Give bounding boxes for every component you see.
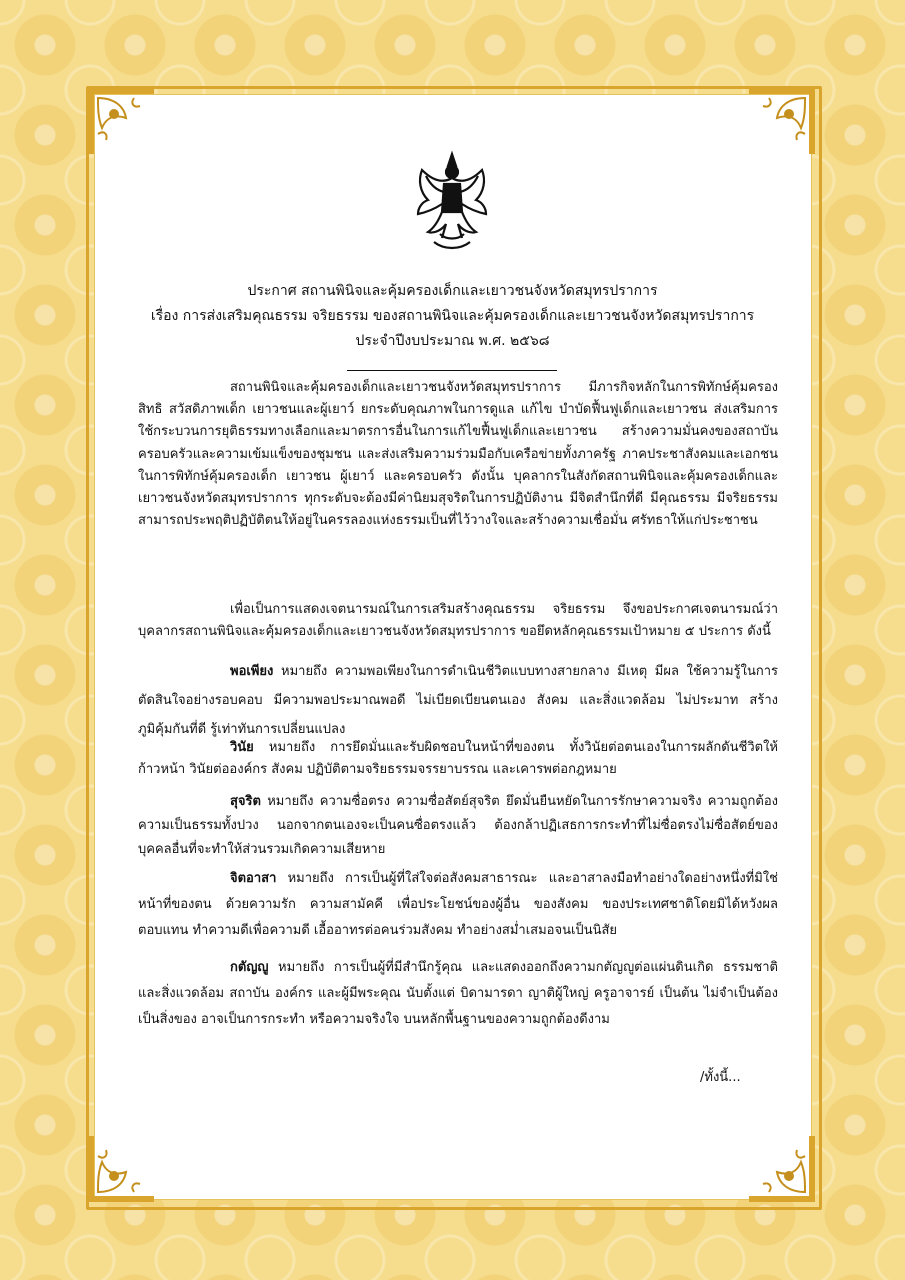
virtue-gratitude [138,955,778,1033]
corner-ornament-icon [745,1132,819,1206]
corner-ornament-icon [745,84,819,158]
virtue-volunteer-spirit [138,866,778,944]
virtue-term: พอเพียง [230,664,274,679]
corner-ornament-icon [84,84,158,158]
garuda-emblem-icon [412,150,492,254]
virtue-integrity [138,790,778,862]
corner-ornament-icon [84,1132,158,1206]
virtue-definition: หมายถึง ความซื่อตรง ความซื่อสัตย์สุจริต ยึดมั่นยืนหยัดในการรักษาความจริง ความถูกต้อง ความเป็นธรรมทั้งปวง นอกจากตนเองจะเป็นคนซื่อตรงแล้ว ต้องกล้าปฏิเสธการกระทำที่ไม่ซื่อตรงไม่ซื่อสัตย์ของบุคคลอื่นที่จะทำให้ส่วนรวมเกิดความเสียหาย [138,794,778,857]
virtue-definition: หมายถึง การเป็นผู้ที่ใส่ใจต่อสังคมสาธารณะ และอาสาลงมือทำอย่างใดอย่างหนึ่งที่มิใช่หน้าที่ของตน ด้วยความรัก ความสามัคคี เพื่อประโยชน์ของผู้อื่น ของสังคม ของประเทศชาติโดยมิได้หวังผลตอบแทน ทำความดีเพื่อความดี เอื้ออาทรต่อคนร่วมสังคม ทำอย่างสม่ำเสมอจนเป็นนิสัย [138,871,778,938]
virtue-term: กตัญญู [230,960,269,975]
announcement-title: ประกาศ สถานพินิจและคุ้มครองเด็กและเยาวชนจังหวัดสมุทรปราการ [247,283,658,299]
virtue-definition: หมายถึง การยึดมั่นและรับผิดชอบในหน้าที่ของตน ทั้งวินัยต่อตนเองในการผลักดันชีวิตให้ก้าวหน้า วินัยต่อองค์กร สังคม ปฏิบัติตามจริยธรรมจรรยาบรรณ และเคารพต่อกฎหมาย [138,740,778,778]
virtue-term: วินัย [230,740,254,755]
divider [347,370,557,371]
virtue-definition: หมายถึง การเป็นผู้ที่มีสำนึกรู้คุณ และแสดงออกถึงความกตัญญูต่อแผ่นดินเกิด ธรรมชาติ และสิ่งแวดล้อม สถาบัน องค์กร และผู้มีพระคุณ นับตั้งแต่ บิดามารดา ญาติผู้ใหญ่ ครูอาจารย์ เป็นต้น ไม่จำเป็นต้องเป็นสิ่งของ อาจเป็นการกระทำ หรือความจริงใจ บนหลักพื้นฐานของความถูกต้องดีงาม [138,960,778,1027]
announcement-subject: เรื่อง การส่งเสริมคุณธรรม จริยธรรม ของสถานพินิจและคุ้มครองเด็กและเยาวชนจังหวัดสมุทรปราการ [150,308,755,324]
virtue-term: สุจริต [230,794,261,809]
continuation-marker: /ทั้งนี้... [700,1070,741,1085]
virtue-sufficiency [138,657,778,744]
document-paper [94,94,812,1200]
virtue-definition: หมายถึง ความพอเพียงในการดำเนินชีวิตแบบทางสายกลาง มีเหตุ มีผล ใช้ความรู้ในการตัดสินใจอย่างรอบคอบ มีความพอประมาณพอดี ไม่เบียดเบียนตนเอง สังคม และสิ่งแวดล้อม ไม่ประมาท สร้างภูมิคุ้มกันที่ดี รู้เท่าทันการเปลี่ยนแปลง [138,664,778,737]
intent-paragraph: เพื่อเป็นการแสดงเจตนารมณ์ในการเสริมสร้างคุณธรรม จริยธรรม จึงขอประกาศเจตนารมณ์ว่าบุคลากรสถานพินิจและคุ้มครองเด็กและเยาวชนจังหวัดสมุทรปราการ ขอยึดหลักคุณธรรมเป้าหมาย ๕ ประการ ดังนี้ [138,602,778,640]
intro-paragraph: สถานพินิจและคุ้มครองเด็กและเยาวชนจังหวัดสมุทรปราการ มีภารกิจหลักในการพิทักษ์คุ้มครองสิทธิ สวัสดิภาพเด็ก เยาวชนและผู้เยาว์ ยกระดับคุณภาพในการดูแล แก้ไข บำบัดฟื้นฟูเด็กและเยาวชน ส่งเสริมการใช้กระบวนการยุติธรรมทางเลือกและมาตรการอื่นในการแก้ไขฟื้นฟูเด็กและเยาวชน สร้างความมั่นคงของสถาบันครอบครัวและความเข้มแข็งของชุมชน และส่งเสริมความร่วมมือกับเครือข่ายทั้งภาครัฐ ภาคประชาสังคมและเอกชน ในการพิทักษ์คุ้มครองเด็ก เยาวชน ผู้เยาว์ และครอบครัว ดังนั้น บุคลากรในสังกัดสถานพินิจและคุ้มครองเด็กและเยาวชนจังหวัดสมุทรปราการ ทุกระดับจะต้องมีค่านิยมสุจริตในการปฏิบัติงาน มีจิตสำนึกที่ดี มีคุณธรรม มีจริยธรรม สามารถประพฤติปฏิบัติตนให้อยู่ในครรลองแห่งธรรมเป็นที่ไว้วางใจและสร้างความเชื่อมั่น ศรัทธาให้แก่ประชาชน [138,380,778,529]
fiscal-year: ประจำปีงบประมาณ พ.ศ. ๒๕๖๘ [355,333,550,349]
virtue-discipline [138,737,778,781]
virtue-term: จิตอาสา [230,871,277,886]
